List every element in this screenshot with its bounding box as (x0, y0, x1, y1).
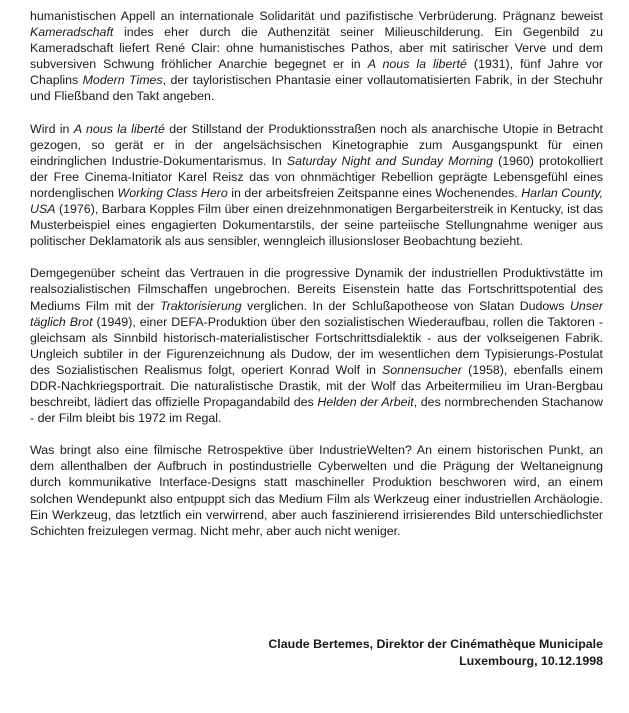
text-run: in der arbeitsfreien Zeitspanne eines Wochenendes. (227, 185, 522, 200)
text-run: (1949), einer DEFA-Produktion über den sozialistischen Wiederaufbau, rollen die Taktoren - gleichsam als Sinnbild historisch-materialistischer Fortschrittsdialektik - aus der volkseigenen Fabrik. Ungleich subtiler in der Figurenzeichnung als Dudow, der im wesentlichen dem Typisierungs-Postulat des Sozialistischen Realismus folgt, operiert Konrad Wolf in (30, 314, 604, 377)
film-title-italic: Traktorisierung (159, 298, 242, 313)
film-title-italic: A nous la liberté (73, 121, 165, 136)
film-title-italic: A nous la liberté (367, 57, 467, 72)
text-run: Wird in (30, 121, 74, 136)
film-title-italic: Working Class Hero (117, 185, 228, 200)
text-run: , der tayloristischen Phantasie einer vollautomatisierten Fabrik, in der Stechuhr und Fließband den Takt angeben. (30, 73, 604, 104)
film-title-italic: Modern Times (82, 73, 163, 88)
signature-author: Claude Bertemes, Direktor der Cinémathèque Municipale (268, 637, 603, 651)
film-title-italic: Helden der Arbeit (317, 395, 414, 410)
text-run: (1976), Barbara Kopples Film über einen dreizehnmonatigen Bergarbeiterstreik in Kentucky, ist das Musterbeispiel eines engagierten Dokumentarstils, der seine parteiische Stellungnahme weniger aus politischer Deklamatorik als aus sensibler, wenngleich illusionsloser Beobachtung bezieht. (30, 202, 603, 249)
signature-place-date: Luxembourg, 10.12.1998 (459, 654, 603, 668)
film-title-italic: Kameradschaft (30, 25, 114, 40)
article-body (30, 8, 603, 555)
film-title-italic: Saturday Night and Sunday Morning (286, 153, 494, 168)
paragraph-1 (30, 8, 603, 105)
paragraph-4 (30, 442, 603, 539)
text-run: humanistischen Appell an internationale Solidarität und pazifistische Verbrüderung. Prägnanz beweist (30, 9, 603, 23)
text-run: (1960) protokolliert der Free Cinema-Initiator Karel Reisz das von ohnmächtiger Rebellion geprägte Lebensgefühl eines nordenglischen (30, 153, 604, 200)
text-run: indes eher durch die Authenzität seiner Milieuschilderung. Ein Gegenbild zu Kameradschaft liefert René Clair: ohne humanistisches Pathos, aber mit satirischer Verve und dem subversiven Schwung fröhlicher Anarchie begegnet er in (30, 25, 603, 72)
text-run: verglichen. In der Schlußapotheose von Slatan Dudows (241, 298, 570, 313)
text-run: Demgegenüber scheint das Vertrauen in die progressive Dynamik der industriellen Produktivstätte im realsozialistischen Filmschaffen ungebrochen. Bereits Eisenstein hatte das Fortschrittspotential des Mediums Film mit der (30, 266, 603, 313)
text-run: (1958), ebenfalls einem DDR-Nachkriegsportrait. Die naturalistische Drastik, mit der Wolf das Arbeitermilieu im Uran-Bergbau beschreibt, lädiert das offizielle Propagandabild des (30, 362, 603, 410)
signature-block (268, 636, 603, 670)
film-title-italic: Sonnensucher (382, 362, 462, 377)
paragraph-3 (30, 265, 603, 426)
paragraph-2 (30, 121, 603, 250)
text-run: Was bringt also eine filmische Retrospektive über IndustrieWelten? An einem historischen Punkt, an dem allenthalben der Aufbruch in postindustrielle Cyberwelten und die Prägung der Weltaneignung durch kommunikative Interface-Designs statt maschineller Produktion beschworen wird, an einem solchen Wendepunkt also entpuppt sich das Medium Film als Werkzeug einer industriellen Archäologie. Ein Werkzeug, das letztlich ein verwirrend, aber auch faszinierend irrisierendes Bild unterschiedlichster Schichten freizulegen vermag. Nicht mehr, aber auch nicht weniger. (30, 443, 603, 538)
text-run: , des normbrechenden Stachanow - der Film bleibt bis 1972 im Regal. (30, 395, 603, 426)
film-title-italic: Harlan County, USA (30, 185, 603, 217)
text-run: (1931), fünf Jahre vor Chaplins (30, 57, 603, 88)
film-title-italic: Unser täglich Brot (30, 298, 603, 329)
text-run: der Stillstand der Produktionsstraßen noch als anarchische Utopie in Betracht gezogen, so gerät er in der angelsächsischen Kinetographie zum Ausgangspunkt für einen eindringlichen Industrie-Dokumentarismus. In (30, 121, 603, 168)
